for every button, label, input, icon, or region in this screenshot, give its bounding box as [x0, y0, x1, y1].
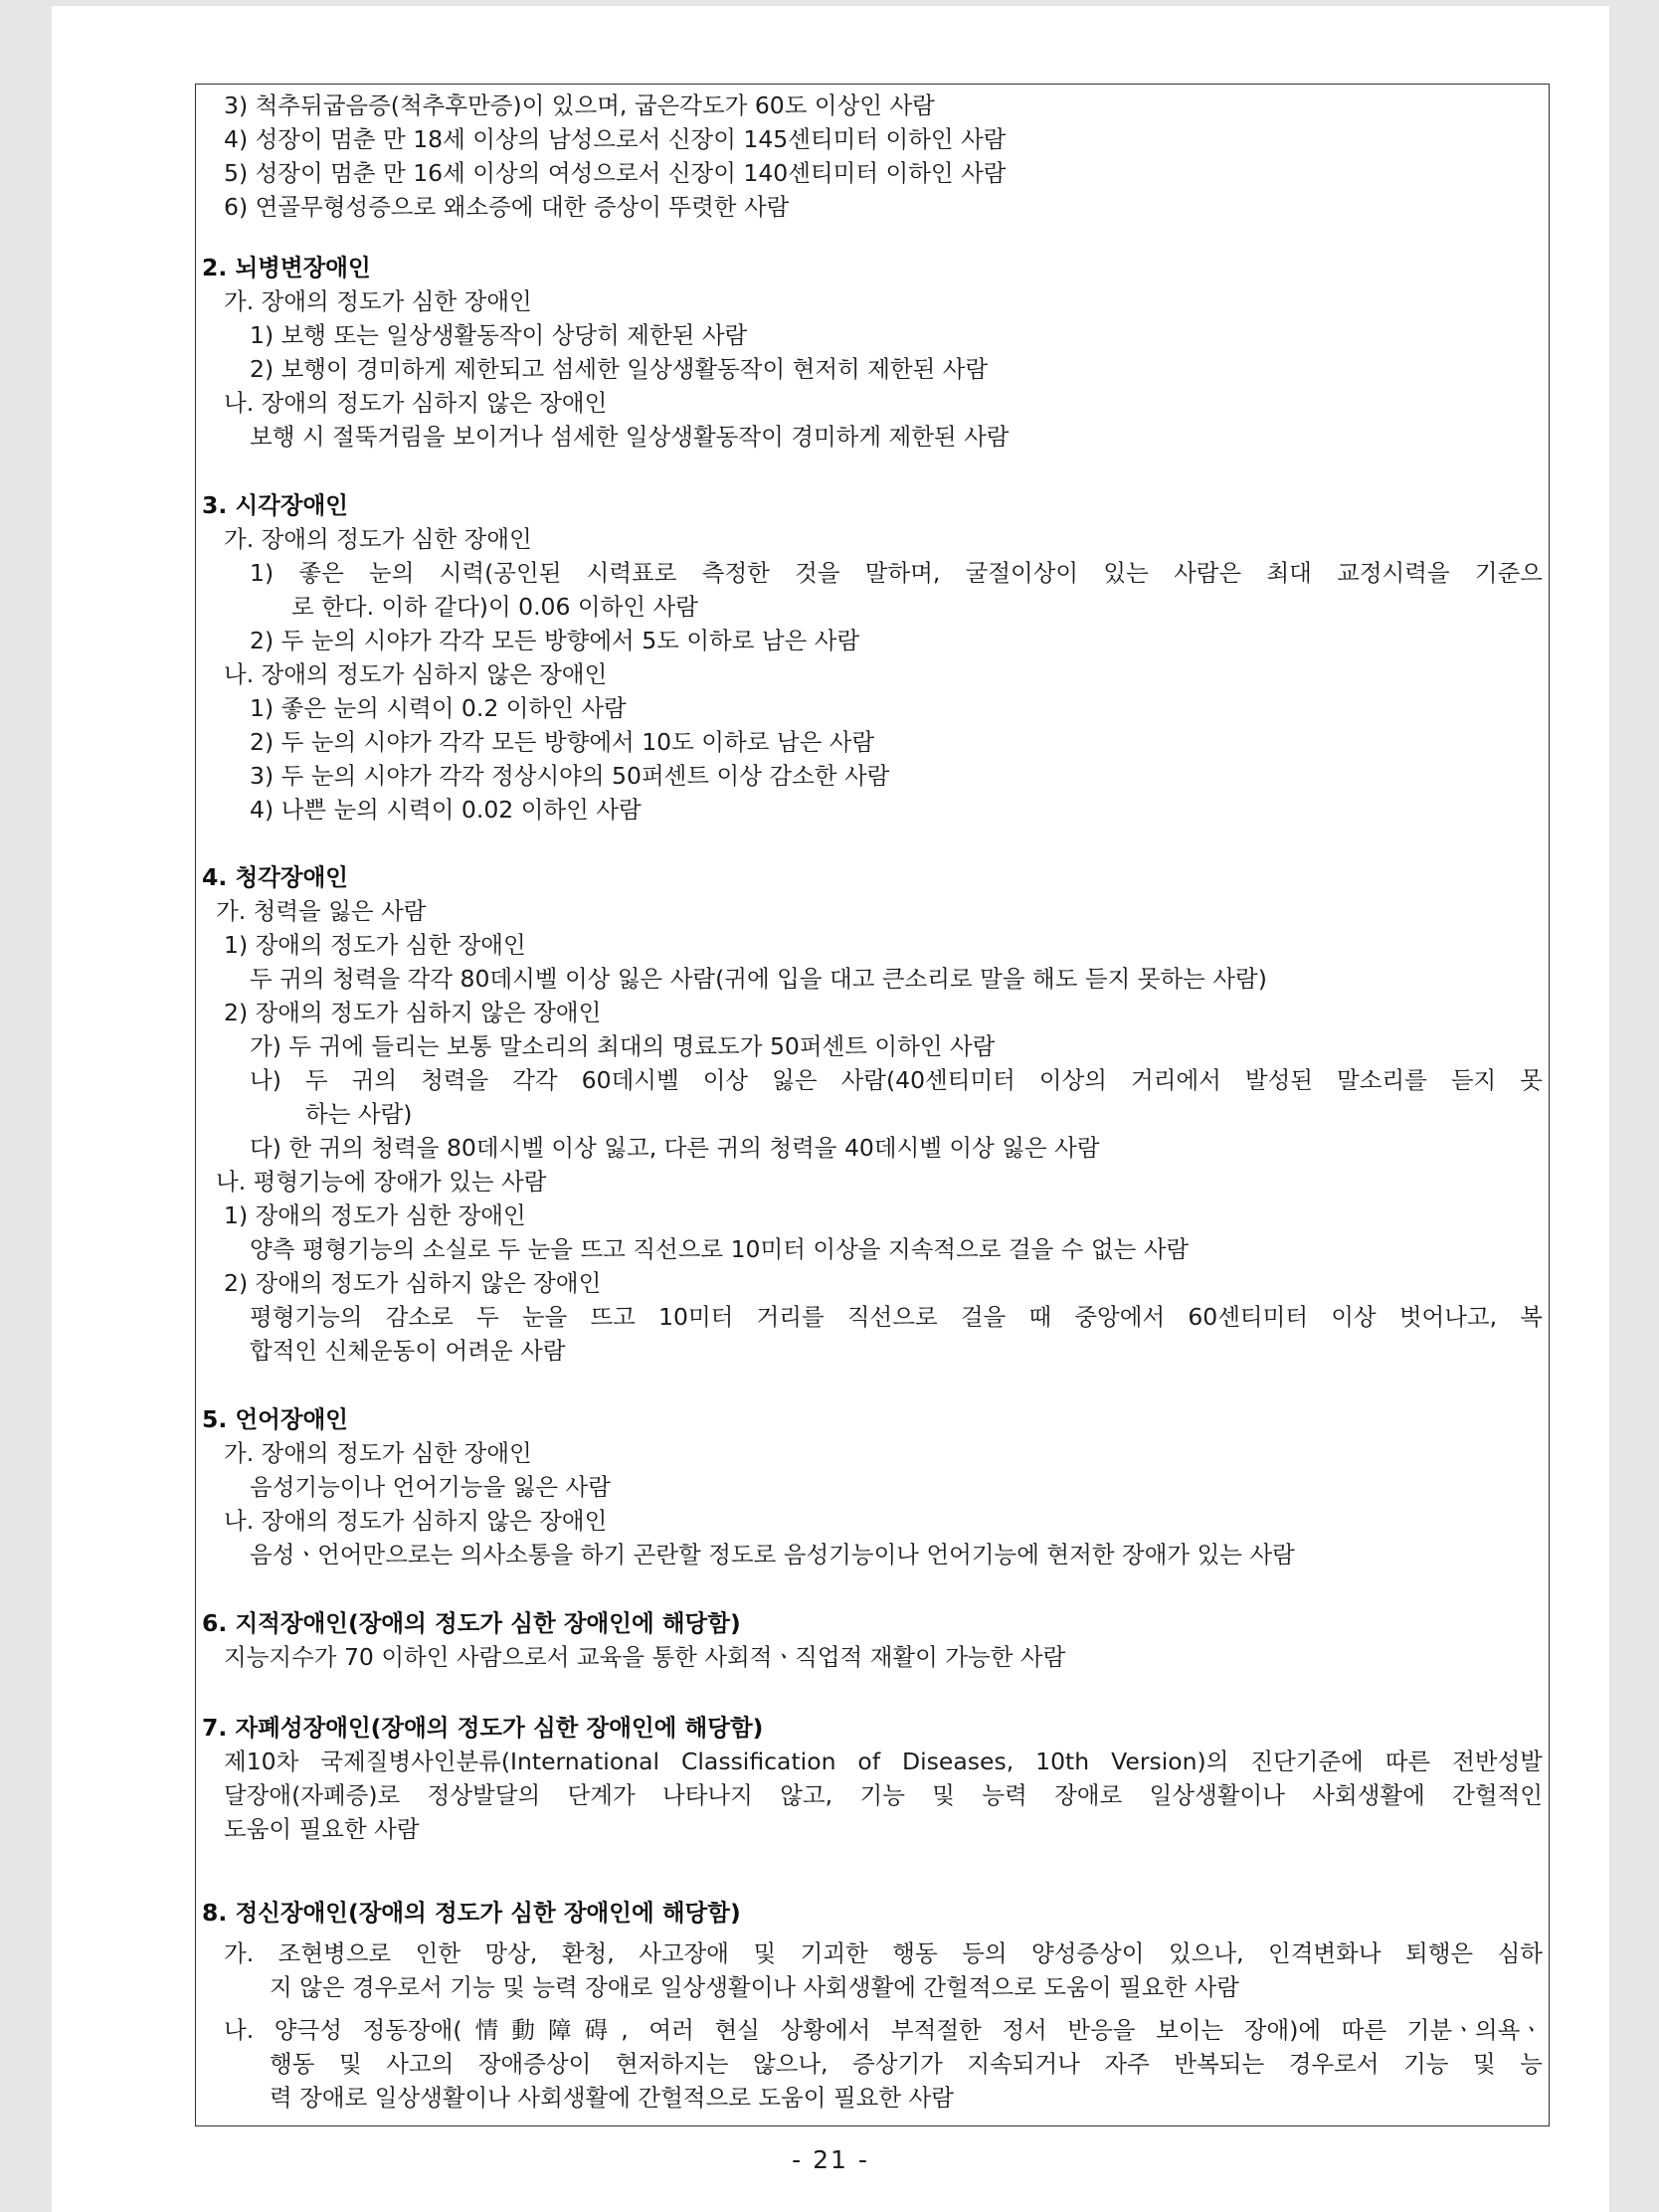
- text-line: 력 장애로 일상생활이나 사회생활에 간헐적으로 도움이 필요한 사람: [270, 2084, 954, 2112]
- section-heading: 7. 자폐성장애인(장애의 정도가 심한 장애인에 해당함): [202, 1714, 764, 1742]
- text-line: 하는 사람): [305, 1100, 413, 1128]
- text-line: 보행 시 절뚝거림을 보이거나 섬세한 일상생활동작이 경미하게 제한된 사람: [250, 423, 1010, 451]
- text-line: 나. 장애의 정도가 심하지 않은 장애인: [224, 1507, 608, 1535]
- text-line: 3) 척추뒤굽음증(척추후만증)이 있으며, 굽은각도가 60도 이상인 사람: [224, 92, 935, 119]
- text-line: 가) 두 귀에 들리는 보통 말소리의 최대의 명료도가 50퍼센트 이하인 사람: [250, 1032, 996, 1060]
- text-line: 음성ㆍ언어만으로는 의사소통을 하기 곤란할 정도로 음성기능이나 언어기능에 현저한 장애가 있는 사람: [250, 1541, 1295, 1568]
- section-heading: 6. 지적장애인(장애의 정도가 심한 장애인에 해당함): [202, 1609, 741, 1637]
- section-heading: 2. 뇌병변장애인: [202, 254, 371, 281]
- text-line: 제10차 국제질병사인분류(International Classification of Diseases, 10th Version)의 진단기준에 따른 전반성발: [224, 1748, 1543, 1775]
- text-line: 나. 양극성 정동장애(情動障碍, 여러 현실 상황에서 부적절한 정서 반응을 보이는 장애)에 따른 기분ㆍ의욕ㆍ: [224, 2016, 1543, 2044]
- section-heading: 3. 시각장애인: [202, 491, 348, 519]
- text-line: 도움이 필요한 사람: [224, 1815, 420, 1843]
- text-line: 로 한다. 이하 같다)이 0.06 이하인 사람: [291, 593, 698, 621]
- content-box: [195, 84, 1550, 2126]
- text-line: 2) 보행이 경미하게 제한되고 섬세한 일상생활동작이 현저히 제한된 사람: [250, 355, 989, 383]
- text-line: 6) 연골무형성증으로 왜소증에 대한 증상이 뚜렷한 사람: [224, 193, 790, 221]
- text-line: 4) 성장이 멈춘 만 18세 이상의 남성으로서 신장이 145센티미터 이하인 사람: [224, 125, 1007, 153]
- text-line: 1) 좋은 눈의 시력(공인된 시력표로 측정한 것을 말하며, 굴절이상이 있는 사람은 최대 교정시력을 기준으: [250, 559, 1543, 587]
- text-line: 2) 두 눈의 시야가 각각 모든 방향에서 10도 이하로 남은 사람: [250, 728, 875, 756]
- text-line: 2) 장애의 정도가 심하지 않은 장애인: [224, 1269, 602, 1297]
- text-line: 4) 나쁜 눈의 시력이 0.02 이하인 사람: [250, 796, 642, 824]
- text-line: 다) 한 귀의 청력을 80데시벨 이상 잃고, 다른 귀의 청력을 40데시벨 이상 잃은 사람: [250, 1134, 1100, 1162]
- section-heading: 5. 언어장애인: [202, 1405, 348, 1433]
- text-line: 합적인 신체운동이 어려운 사람: [250, 1337, 566, 1365]
- text-line: 나. 평형기능에 장애가 있는 사람: [216, 1168, 547, 1196]
- text-line: 2) 장애의 정도가 심하지 않은 장애인: [224, 999, 602, 1026]
- text-line: 2) 두 눈의 시야가 각각 모든 방향에서 5도 이하로 남은 사람: [250, 627, 860, 654]
- text-line: 두 귀의 청력을 각각 80데시벨 이상 잃은 사람(귀에 입을 대고 큰소리로 말을 해도 듣지 못하는 사람): [250, 965, 1267, 993]
- text-line: 1) 좋은 눈의 시력이 0.2 이하인 사람: [250, 694, 627, 722]
- section-heading: 4. 청각장애인: [202, 863, 348, 891]
- text-line: 양측 평형기능의 소실로 두 눈을 뜨고 직선으로 10미터 이상을 지속적으로 걸을 수 없는 사람: [250, 1235, 1190, 1263]
- text-line: 가. 청력을 잃은 사람: [216, 897, 427, 925]
- text-line: 평형기능의 감소로 두 눈을 뜨고 10미터 거리를 직선으로 걸을 때 중앙에서 60센티미터 이상 벗어나고, 복: [250, 1303, 1543, 1331]
- document-page: [52, 6, 1609, 2212]
- text-line: 나. 장애의 정도가 심하지 않은 장애인: [224, 660, 608, 688]
- text-line: 가. 장애의 정도가 심한 장애인: [224, 287, 532, 315]
- text-line: 5) 성장이 멈춘 만 16세 이상의 여성으로서 신장이 140센티미터 이하인 사람: [224, 159, 1007, 187]
- page-number: - 21 -: [792, 2145, 869, 2174]
- text-line: 지 않은 경우로서 기능 및 능력 장애로 일상생활이나 사회생활에 간헐적으로 도움이 필요한 사람: [270, 1973, 1239, 2001]
- text-line: 1) 장애의 정도가 심한 장애인: [224, 1201, 526, 1229]
- text-line: 나. 장애의 정도가 심하지 않은 장애인: [224, 389, 608, 417]
- text-line: 음성기능이나 언어기능을 잃은 사람: [250, 1473, 611, 1501]
- text-line: 행동 및 사고의 장애증상이 현저하지는 않으나, 증상기가 지속되거나 자주 반복되는 경우로서 기능 및 능: [270, 2050, 1543, 2078]
- text-line: 나) 두 귀의 청력을 각각 60데시벨 이상 잃은 사람(40센티미터 이상의 거리에서 발성된 말소리를 듣지 못: [250, 1066, 1543, 1094]
- text-line: 지능지수가 70 이하인 사람으로서 교육을 통한 사회적ㆍ직업적 재활이 가능한 사람: [224, 1643, 1066, 1671]
- text-line: 1) 보행 또는 일상생활동작이 상당히 제한된 사람: [250, 321, 748, 349]
- section-heading: 8. 정신장애인(장애의 정도가 심한 장애인에 해당함): [202, 1899, 741, 1927]
- text-line: 가. 장애의 정도가 심한 장애인: [224, 525, 532, 553]
- text-line: 3) 두 눈의 시야가 각각 정상시야의 50퍼센트 이상 감소한 사람: [250, 762, 890, 790]
- text-line: 달장애(자폐증)로 정상발달의 단계가 나타나지 않고, 기능 및 능력 장애로 일상생활이나 사회생활에 간헐적인: [224, 1781, 1543, 1809]
- text-line: 1) 장애의 정도가 심한 장애인: [224, 931, 526, 959]
- text-line: 가. 조현병으로 인한 망상, 환청, 사고장애 및 기괴한 행동 등의 양성증상이 있으나, 인격변화나 퇴행은 심하: [224, 1939, 1543, 1967]
- text-line: 가. 장애의 정도가 심한 장애인: [224, 1439, 532, 1467]
